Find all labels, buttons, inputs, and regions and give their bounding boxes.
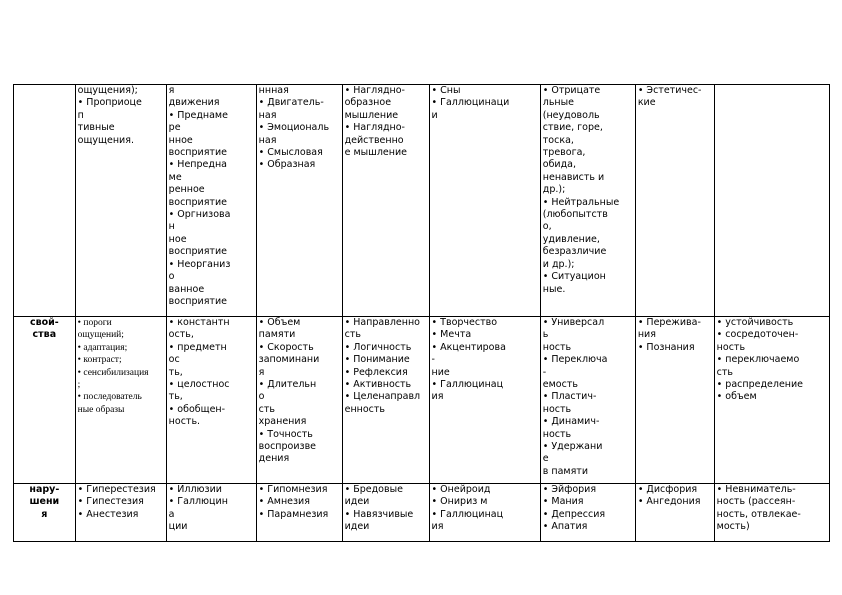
table-cell: • Эстетичес- кие bbox=[635, 85, 714, 317]
table-cell: ннная • Двигатель- ная • Эмоциональ ная • Смысловая • Образная bbox=[256, 85, 342, 317]
table-row bbox=[14, 484, 830, 542]
row-header bbox=[14, 85, 76, 317]
table-cell: • Направленно сть • Логичность • Понимание • Рефлексия • Активность • Целенаправл енность bbox=[342, 317, 429, 484]
table-row bbox=[14, 85, 830, 317]
table-cell: • Объем памяти • Скорость запоминани я • Длительн о сть хранения • Точность воспроизве дения bbox=[256, 317, 342, 484]
table-cell: • Отрицате льные (неудоволь ствие, горе, тоска, тревога, обида, ненависть и др.); • Нейтральные (любопытств о, удивление, безразличие и др.); • Ситуацион ные. bbox=[540, 85, 635, 317]
table-cell: • Сны • Галлюцинаци и bbox=[429, 85, 540, 317]
table-cell: • Гиперестезия • Гипестезия • Анестезия bbox=[75, 484, 166, 542]
table-cell: ощущения); • Проприоце п тивные ощущения. bbox=[75, 85, 166, 317]
table-cell bbox=[714, 85, 829, 317]
psychology-table bbox=[13, 84, 830, 542]
table-cell: • устойчивость • сосредоточен- ность • переключаемо сть • распределение • объем bbox=[714, 317, 829, 484]
table-cell: • Онейроид • Онириз м • Галлюцинац ия bbox=[429, 484, 540, 542]
table-cell: • Творчество • Мечта • Акцентирова - ние • Галлюцинац ия bbox=[429, 317, 540, 484]
table-cell: • Невниматель- ность (рассеян- ность, отвлекае- мость) bbox=[714, 484, 829, 542]
table-row bbox=[14, 317, 830, 484]
table-cell: • Гипомнезия • Амнезия • Парамнезия bbox=[256, 484, 342, 542]
table-cell: • Бредовые идеи • Навязчивые идеи bbox=[342, 484, 429, 542]
table-cell: • Пережива- ния • Познания bbox=[635, 317, 714, 484]
table-cell: • пороги ощущений; • адаптация; • контраст; • сенсибилизация ; • последователь ные образы bbox=[75, 317, 166, 484]
table-cell: • Универсал ь ность • Переключа - емость • Пластич- ность • Динамич- ность • Удержани е в памяти bbox=[540, 317, 635, 484]
table-cell: • Дисфория • Ангедония bbox=[635, 484, 714, 542]
table-cell: • Наглядно- образное мышление • Наглядно- действенно е мышление bbox=[342, 85, 429, 317]
table-cell: • Иллюзии • Галлюцин а ции bbox=[166, 484, 256, 542]
row-header: свой- ства bbox=[14, 317, 76, 484]
table-cell: я движения • Преднаме ре нное восприятие • Непредна ме ренное восприятие • Оргнизова н ное восприятие • Неорганиз о ванное восприятие bbox=[166, 85, 256, 317]
row-header: нару- шени я bbox=[14, 484, 76, 542]
table-cell: • Эйфория • Мания • Депрессия • Апатия bbox=[540, 484, 635, 542]
table-cell: • константн ость, • предметн ос ть, • целостнос ть, • обобщен- ность. bbox=[166, 317, 256, 484]
